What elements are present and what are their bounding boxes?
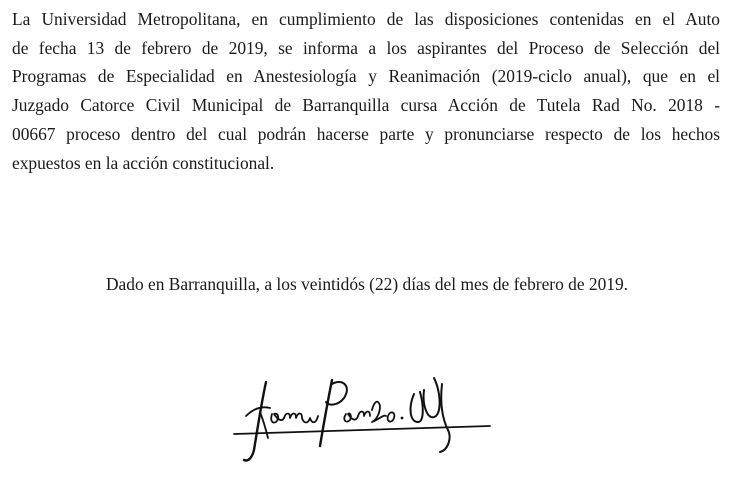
paragraph-line: La Universidad Metropolitana, en cumplimiento de las disposiciones contenidas en el Auto <box>12 9 720 29</box>
dated-line-text: Dado en Barranquilla, a los veintidós (22) días del mes de febrero de 2019. <box>105 274 629 294</box>
paragraph-line: expuestos en la acción constitucional. <box>12 152 275 173</box>
signature <box>228 350 518 480</box>
paragraph-line: Programas de Especialidad en Anestesiología y Reanimación (2019-ciclo anual), que en el <box>12 66 720 87</box>
paragraph-line: de fecha 13 de febrero de 2019, se informa a los aspirantes del Proceso de Selección del <box>12 37 720 58</box>
signature-icon <box>228 350 518 480</box>
paragraph-line: Juzgado Catorce Civil Municipal de Barranquilla cursa Acción de Tutela Rad No. 2018 - <box>12 95 720 116</box>
paragraph-line: 00667 proceso dentro del cual podrán hacerse parte y pronunciarse respecto de los hechos <box>12 123 720 144</box>
body-paragraph <box>12 5 720 177</box>
dated-line <box>0 272 734 296</box>
